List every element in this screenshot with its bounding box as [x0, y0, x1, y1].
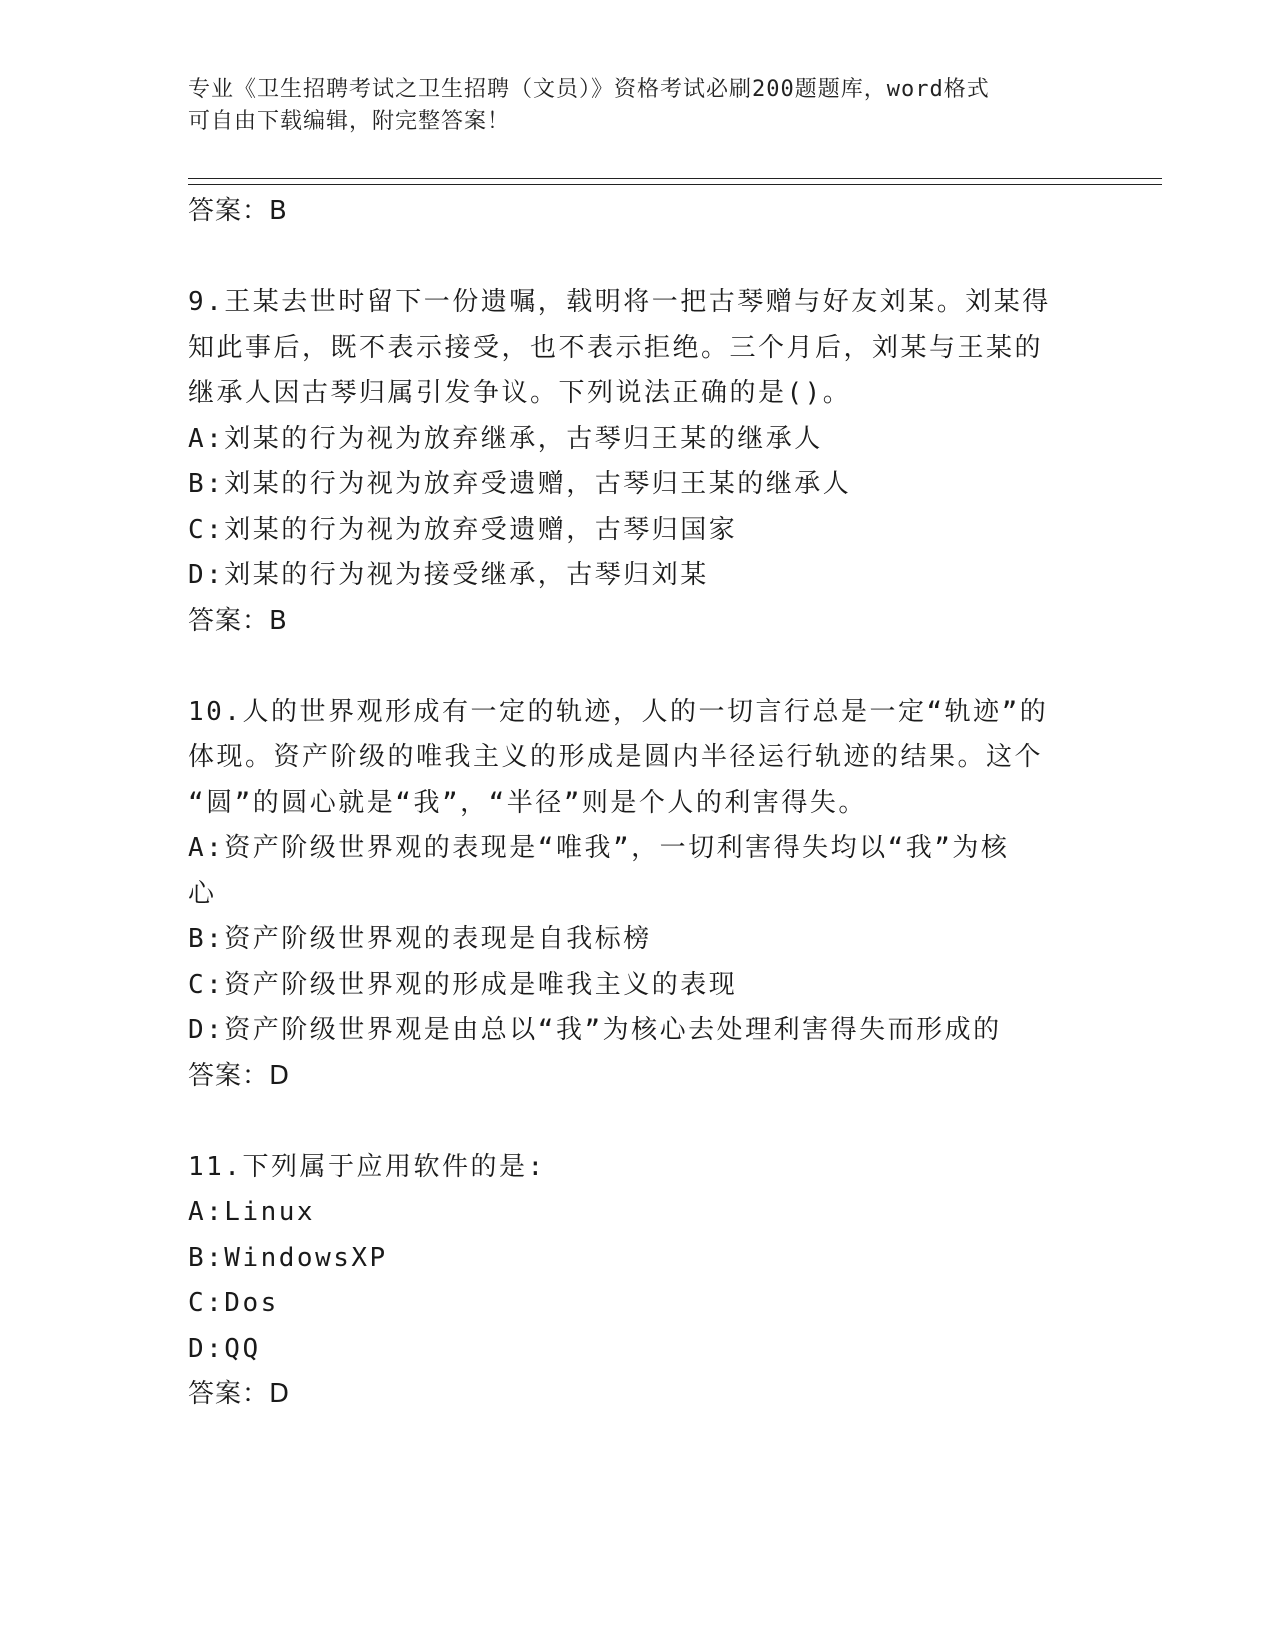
document-body — [188, 189, 1148, 1418]
answer-line: 答案：D — [188, 1060, 291, 1091]
question-stem-line: 体现。资产阶级的唯我主义的形成是圆内半径运行轨迹的结果。这个 — [188, 742, 1044, 772]
option-c: C:资产阶级世界观的形成是唯我主义的表现 — [188, 969, 738, 1000]
answer-line: 答案：B — [188, 196, 288, 226]
option-b: B:资产阶级世界观的表现是自我标榜 — [188, 924, 652, 954]
question-stem-line: 11.下列属于应用软件的是: — [188, 1151, 546, 1182]
answer-line: 答案：B — [188, 605, 288, 636]
answer-line: 答案：D — [188, 1379, 291, 1409]
option-c: C:Dos — [188, 1288, 279, 1318]
spacer — [188, 235, 1148, 281]
spacer — [188, 644, 1148, 690]
spacer — [188, 1099, 1148, 1145]
option-a: A:Linux — [188, 1197, 316, 1227]
option-d: D:QQ — [188, 1333, 261, 1364]
header-divider — [188, 178, 1162, 185]
option-c: C:刘某的行为视为放弃受遗赠，古琴归国家 — [188, 514, 738, 545]
option-b: B:WindowsXP — [188, 1242, 388, 1273]
option-d: D:刘某的行为视为接受继承，古琴归刘某 — [188, 560, 709, 590]
option-b: B:刘某的行为视为放弃受遗赠，古琴归王某的继承人 — [188, 469, 852, 499]
question-9 — [188, 280, 1148, 644]
question-stem-line: 知此事后，既不表示接受，也不表示拒绝。三个月后，刘某与王某的 — [188, 332, 1044, 363]
header-line-2: 可自由下载编辑，附完整答案！ — [188, 109, 511, 134]
question-stem-line: 9.王某去世时留下一份遗嘱，载明将一把古琴赠与好友刘某。刘某得 — [188, 287, 1051, 317]
page-header — [188, 74, 1088, 138]
question-10 — [188, 690, 1148, 1100]
question-stem-line: 10.人的世界观形成有一定的轨迹，人的一切言行总是一定“轨迹”的 — [188, 696, 1049, 727]
option-d: D:资产阶级世界观是由总以“我”为核心去处理利害得失而形成的 — [188, 1015, 1002, 1045]
option-a: A:刘某的行为视为放弃继承，古琴归王某的继承人 — [188, 423, 823, 454]
header-line-1: 专业《卫生招聘考试之卫生招聘（文员）》资格考试必刷200题题库，word格式 — [188, 77, 990, 102]
option-a-continued: 心 — [188, 878, 217, 909]
question-11 — [188, 1145, 1148, 1418]
option-a: A:资产阶级世界观的表现是“唯我”，一切利害得失均以“我”为核 — [188, 833, 1010, 863]
question-stem-line: “圆”的圆心就是“我”，“半径”则是个人的利害得失。 — [188, 787, 867, 818]
question-stem-line: 继承人因古琴归属引发争议。下列说法正确的是()。 — [188, 378, 852, 408]
